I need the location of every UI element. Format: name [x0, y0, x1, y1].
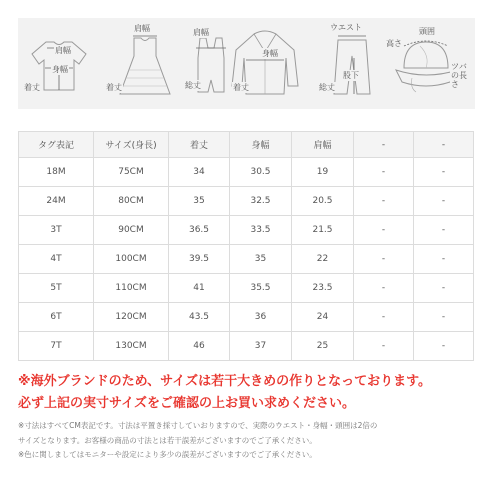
- table-cell: 37: [230, 332, 292, 361]
- table-cell: 41: [169, 274, 230, 303]
- table-cell: -: [414, 158, 474, 187]
- table-cell: 100CM: [94, 245, 169, 274]
- table-cell: 43.5: [169, 303, 230, 332]
- table-cell: 7T: [19, 332, 94, 361]
- table-cell: 5T: [19, 274, 94, 303]
- table-header-row: [19, 132, 474, 158]
- table-cell: 110CM: [94, 274, 169, 303]
- table-cell: -: [414, 187, 474, 216]
- tshirt-shoulder-label: 肩幅: [55, 46, 71, 55]
- table-cell: -: [354, 303, 414, 332]
- table-cell: 19: [292, 158, 354, 187]
- table-cell: 24M: [19, 187, 94, 216]
- header-cell: 身幅: [230, 132, 292, 158]
- table-cell: -: [414, 303, 474, 332]
- table-cell: 22: [292, 245, 354, 274]
- hat-brim-label: ツバの長さ: [450, 62, 474, 89]
- table-cell: -: [354, 245, 414, 274]
- sizing-notice: [18, 371, 488, 415]
- table-cell: 75CM: [94, 158, 169, 187]
- pants-waist-label: ウエスト: [330, 23, 362, 32]
- table-cell: 35: [169, 187, 230, 216]
- header-cell: サイズ(身長): [94, 132, 169, 158]
- table-cell: 32.5: [230, 187, 292, 216]
- dress-shoulder-label: 肩幅: [134, 24, 150, 33]
- table-cell: 18M: [19, 158, 94, 187]
- table-cell: 36.5: [169, 216, 230, 245]
- pants-length-label: 総丈: [319, 83, 335, 92]
- table-cell: -: [354, 332, 414, 361]
- table-cell: -: [414, 216, 474, 245]
- hat-height-label: 高さ: [386, 39, 402, 48]
- note-line: ※色に関しましてはモニターや設定により多少の誤差がございますのでご了承ください。: [18, 450, 317, 459]
- table-cell: 20.5: [292, 187, 354, 216]
- header-cell: 肩幅: [292, 132, 354, 158]
- header-cell: -: [354, 132, 414, 158]
- header-cell: 着丈: [169, 132, 230, 158]
- table-cell: 21.5: [292, 216, 354, 245]
- jacket-chest-label: 身幅: [262, 49, 278, 58]
- table-cell: -: [354, 158, 414, 187]
- size-table: [18, 131, 474, 361]
- table-row: [19, 158, 474, 187]
- table-row: [19, 187, 474, 216]
- table-cell: 36: [230, 303, 292, 332]
- hat-head-label: 頭囲: [419, 27, 435, 36]
- measurement-notes: [18, 419, 488, 463]
- table-cell: -: [354, 274, 414, 303]
- dress-length-label: 着丈: [106, 83, 122, 92]
- table-cell: 23.5: [292, 274, 354, 303]
- pants-icon: [330, 32, 374, 98]
- table-cell: 35.5: [230, 274, 292, 303]
- table-cell: 39.5: [169, 245, 230, 274]
- table-cell: 30.5: [230, 158, 292, 187]
- romper-length-label: 総丈: [185, 81, 201, 90]
- header-cell: タグ表記: [19, 132, 94, 158]
- table-cell: 46: [169, 332, 230, 361]
- table-cell: 130CM: [94, 332, 169, 361]
- romper-shoulder-label: 肩幅: [193, 28, 209, 37]
- table-row: [19, 332, 474, 361]
- notice-line: ※海外ブランドのため、サイズは若干大きめの作りとなっております。: [18, 374, 432, 389]
- notice-line: 必ず上記の実寸サイズをご確認の上お買い求めください。: [18, 396, 355, 411]
- note-line: サイズとなります。お客様の商品の寸法とは若干誤差がございますのでご了承ください。: [18, 435, 317, 445]
- table-row: [19, 274, 474, 303]
- table-cell: 90CM: [94, 216, 169, 245]
- table-cell: -: [414, 274, 474, 303]
- table-cell: 120CM: [94, 303, 169, 332]
- measurement-diagram: [18, 18, 475, 109]
- table-cell: 33.5: [230, 216, 292, 245]
- table-cell: 6T: [19, 303, 94, 332]
- table-cell: 24: [292, 303, 354, 332]
- table-row: [19, 245, 474, 274]
- table-cell: -: [414, 245, 474, 274]
- table-cell: 4T: [19, 245, 94, 274]
- table-row: [19, 303, 474, 332]
- table-cell: 80CM: [94, 187, 169, 216]
- table-cell: -: [354, 187, 414, 216]
- table-row: [19, 216, 474, 245]
- table-cell: -: [354, 216, 414, 245]
- pants-inseam-label: 股下: [343, 71, 359, 80]
- jacket-length-label: 着丈: [233, 83, 249, 92]
- table-cell: 35: [230, 245, 292, 274]
- note-line: ※寸法はすべてCM表記です。寸法は平置き採寸していおりますので、実際のウエスト・身幅・頭囲は2倍の: [18, 421, 378, 430]
- table-cell: 25: [292, 332, 354, 361]
- tshirt-chest-label: 身幅: [52, 65, 68, 74]
- header-cell: -: [414, 132, 474, 158]
- table-cell: 3T: [19, 216, 94, 245]
- tshirt-length-label: 着丈: [24, 83, 40, 92]
- dress-icon: [114, 34, 176, 98]
- table-cell: -: [414, 332, 474, 361]
- table-cell: 34: [169, 158, 230, 187]
